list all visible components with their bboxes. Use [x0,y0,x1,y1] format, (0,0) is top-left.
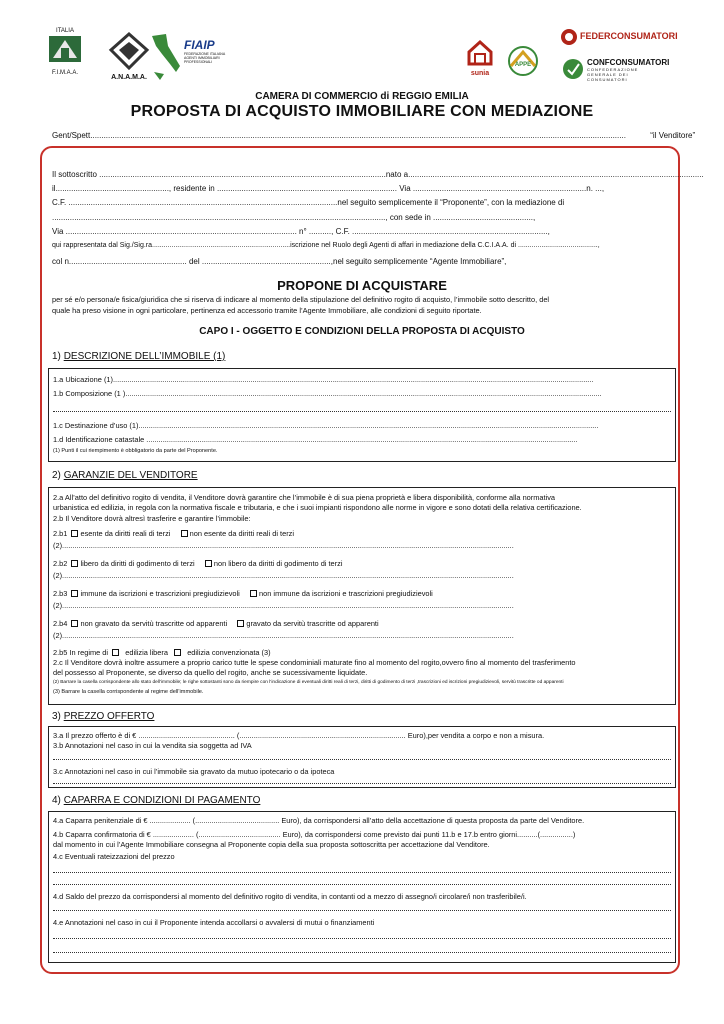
register-date-label: del [186,257,202,266]
mortgage-financing-label: 4.e Annotazioni nel caso in cui il Proponente intenda accollarsi o avvalersi di mutui o finanziamenti [53,918,375,927]
fimaa-logo: ITALIA F.I.M.A.A. [40,28,90,76]
section-1-box [48,368,676,462]
federconsumatori-emblem-icon [560,28,578,46]
born-label: nato a [385,170,409,179]
checkbox-immune[interactable] [71,590,78,597]
intro-line-2[interactable]: il..................................................., residente in ................................................................................. Via ..............................................................................n. ..., [52,184,605,193]
propone-text-2: quale ha preso visione in ogni particolare, pertinenza ed accessorio tramite l’Agente Immobiliare, alle condizioni di seguito riportate. [52,306,482,315]
row-2b3-notes[interactable]: (2)............................................................................................................................................................................................................................ [53,601,514,610]
header-logos [40,28,690,88]
appe-logo: APPE [500,44,546,68]
vat-notes-line[interactable] [53,759,671,760]
checkbox-free-rights[interactable] [71,530,78,537]
agency-number-label: n° .........., C.F. [296,227,353,236]
date-label: il [52,184,56,193]
guarantee-text-2: urbanistica ed edilizia, in regola con la normativa fiscale e tributaria, e che i suoi impianti rispondono alle norme in vigore e sono dotati della relativa certificazione. [53,503,582,512]
location-field[interactable]: 1.a Ubicazione (1).......................................................................................................................................................................................................................................... [53,375,594,384]
propone-text-1: per sé e/o persona/e fisica/giuridica che si riserva di indicare al momento della stipulazione del definitivo rogito di acquisto, l’immobile sotto descritto, del [52,295,550,304]
section-4-title: 4) CAPARRA E CONDIZIONI DI PAGAMENTO [52,795,261,806]
agency-street-label: Via [52,227,66,236]
confconsumatori-logo: CONFCONSUMATORI CONFEDERAZIONE GENERALE DEI CONSUMATORI [562,58,692,82]
checkbox-free-building[interactable] [112,649,119,656]
mortgage-notes-label: 3.c Annotazioni nel caso in cui l’immobile sia gravato da mutuo ipotecario o da ipoteca [53,767,335,776]
seat-label: , con sede in [385,213,433,222]
row-2b1: 2.b1 esente da diritti reali di terzi non esente da diritti reali di terzi [53,529,294,538]
installments-line-2[interactable] [53,884,671,885]
anama-logo: A.N.A.M.A. [98,32,160,81]
section-2-note-2: (2) Barrare la casella corrispondente allo stato dell’immobile; le righe sottostanti sono da riempire con l’indicazione di eventuali diritti reali di terzi, diritti di godimento di terzi ,trascrizioni ed iscrizioni pregiudizievoli, servitù trascritte od apparenti [53,680,564,685]
row-2b2-notes[interactable]: (2)............................................................................................................................................................................................................................ [53,571,514,580]
intro-line-3[interactable]: C.F. .........................................................................................................................nel seguito semplicemente il “Proponente”, con la mediazione di [52,198,565,207]
camera-title: CAMERA DI COMMERCIO di REGGIO EMILIA [255,91,469,102]
composition-label: 1.b Composizione (1 ) [53,389,126,398]
use-field[interactable]: 1.c Destinazione d’uso (1)................................................................................................................................................................................................................................ [53,421,599,430]
number-label: n. ..., [586,184,605,193]
section-1-note: (1) Punti il cui riempimento è obbligatorio da parte del Proponente. [53,448,218,454]
section-2-title: 2) GARANZIE DEL VENDITORE [52,470,198,481]
capo-heading: CAPO I - OGGETTO E CONDIZIONI DELLA PROPOSTA DI ACQUISTO [199,326,525,337]
price-label: 3.a Il prezzo offerto è di € [53,731,139,740]
federconsumatori-logo: FEDERCONSUMATORI [560,28,690,46]
cadastral-field[interactable]: 1.d Identificazione catastale .................................................................................................................................................................................................................. [53,435,578,444]
proponent-definition: nel seguito semplicemente il “Proponente”, con la mediazione di [337,198,565,207]
section-3-title: 3) PREZZO OFFERTO [52,711,155,722]
propone-heading: PROPONE DI ACQUISTARE [277,278,447,293]
mortgage-financing-line-2[interactable] [53,952,671,953]
installments-line-1[interactable] [53,872,671,873]
row-2b5: 2.b5 In regime di edilizia libera edilizia convenzionata (3) [53,648,271,657]
use-label: 1.c Destinazione d’uso (1) [53,421,139,430]
checkbox-servitude[interactable] [237,620,244,627]
register-number-label: col n [52,257,69,266]
intro-line-1[interactable]: Il sottoscritto .................................................................................................................................nato a..................................................................................................................................... [52,170,704,179]
intro-line-7[interactable]: col n..................................................... del ..........................................................,nel seguito semplicemente “Agente Immobiliare”, [52,257,507,266]
section-2-box [48,487,676,705]
confconsumatori-emblem-icon [562,58,584,80]
section-3-box [48,726,676,788]
mortgage-notes-line[interactable] [53,783,671,784]
price-field[interactable]: 3.a Il prezzo offerto è di € ............................................... (................................................................................. Euro),per vendita a corpo e non a misura. [53,731,545,740]
confirmatory-deposit-text: dal momento in cui l’Agente Immobiliare consegna al Proponente copia della sua proposta sottoscritta per accettazione dal Venditore. [53,840,490,849]
guarantee-text-3: 2.b Il Venditore dovrà altresì trasferire e garantire l’immobile: [53,514,251,523]
recipient-suffix: “il Venditore” [650,131,696,140]
register-label: iscrizione nel Ruolo degli Agenti di affari in mediazione della C.C.I.A.A. di [290,242,518,249]
condominium-text-2: del possesso al Proponente, se diverso da quello del rogito, anche se sucessivamente liquidate. [53,668,368,677]
section-2-note-3: (3) Barrare la casella corrispondente al regime dell’immobile. [53,689,204,695]
checkbox-no-servitude[interactable] [71,620,78,627]
document-title: PROPOSTA DI ACQUISTO IMMOBILIARE CON MEDIAZIONE [130,103,594,120]
intro-line-6[interactable]: qui rappresentata dal Sig./Sig.ra.......................................................................iscrizione nel Ruolo degli Agenti di affari in mediazione della C.C.I.A.A. di ........................................., [52,242,600,249]
fiaip-logo: FIAIP FEDERAZIONE ITALIANA AGENTI IMMOBILIARI PROFESSIONALI [144,32,234,82]
street-label: Via [397,184,413,193]
house-icon [465,38,495,68]
resident-label: , residente in [168,184,217,193]
row-2b3: 2.b3 immune da iscrizioni e trascrizioni pregiudizievoli non immune da iscrizioni e trascrizioni pregiudizievoli [53,589,433,598]
checkbox-free-enjoyment[interactable] [71,560,78,567]
price-suffix: Euro),per vendita a corpo e non a misura. [405,731,545,740]
sunia-logo: sunia [462,38,498,77]
checkbox-not-free-enjoyment[interactable] [205,560,212,567]
representative-label: qui rappresentata dal Sig./Sig.ra [52,242,153,249]
composition-field[interactable]: 1.b Composizione (1 )........................................................................................................................................................................................................................................ [53,389,602,398]
fimaa-emblem-icon [45,34,85,68]
tax-code-label: C.F. [52,198,69,207]
section-1-title: 1) DESCRIZIONE DELL’IMMOBILE (1) [52,351,226,362]
guarantee-text-1: 2.a All’atto del definitivo rogito di vendita, il Venditore dovrà garantire che l’immobile è di sua piena proprietà e libera disponibilità, conforme alla normativa [53,493,556,502]
balance-text: 4.d Saldo del prezzo da corrispondersi al momento del definitivo rogito di vendita, in contanti od a mezzo di assegno/i circolare/i non trasferibile/i. [53,892,527,901]
mortgage-financing-line-1[interactable] [53,938,671,939]
vat-notes-label: 3.b Annotazioni nel caso in cui la vendita sia soggetta ad IVA [53,741,252,750]
checkbox-not-free-rights[interactable] [181,530,188,537]
section-1-blank-line[interactable] [53,411,671,412]
checkbox-convention-building[interactable] [174,649,181,656]
checkbox-not-immune[interactable] [250,590,257,597]
balance-line[interactable] [53,910,671,911]
row-2b1-notes[interactable]: (2)............................................................................................................................................................................................................................ [53,541,514,550]
penalty-deposit-field[interactable]: 4.a Caparra penitenziale di € .................... (......................................... Euro), da corrispondersi all’atto della accettazione di questa proposta da parte del Venditore. [53,816,585,825]
recipient-label: Gent/Spett [52,131,91,140]
appe-emblem-icon [503,44,543,78]
section-4-box [48,811,676,963]
condominium-text-1: 2.c Il Venditore dovrà inoltre assumere a proprio carico tutte le spese condominiali maturate fino al momento del rogito,ovvero fino al momento del trasferimento [53,658,576,667]
undersigned-label: Il sottoscritto [52,170,100,179]
cadastral-label: 1.d Identificazione catastale [53,435,147,444]
confirmatory-deposit-field[interactable]: 4.b Caparra confirmatoria di € .................... (........................................ Euro), da corrispondersi come previsto dai punti 11.b e 17.b entro giorni..........(................) [53,830,576,839]
row-2b4-notes[interactable]: (2)............................................................................................................................................................................................................................ [53,631,514,640]
row-2b4: 2.b4 non gravato da servitù trascritte od apparenti gravato da servitù trascritte od apparenti [53,619,379,628]
italy-map-icon [144,32,184,82]
location-label: 1.a Ubicazione (1) [53,375,113,384]
intro-line-4[interactable]: ......................................................................................................................................................, con sede in ............................................., [52,213,536,222]
installments-label: 4.c Eventuali rateizzazioni del prezzo [53,852,175,861]
agent-definition: ,nel seguito semplicemente “Agente Immobiliare”, [330,257,507,266]
recipient-line[interactable]: Gent/Spett................................................................................................................................................................................................................................................. “il Venditore” [52,131,696,140]
intro-line-5[interactable]: Via ........................................................................................................ n° .........., C.F. ........................................................................................, [52,227,550,236]
row-2b2: 2.b2 libero da diritti di godimento di terzi non libero da diritti di godimento di terzi [53,559,343,568]
